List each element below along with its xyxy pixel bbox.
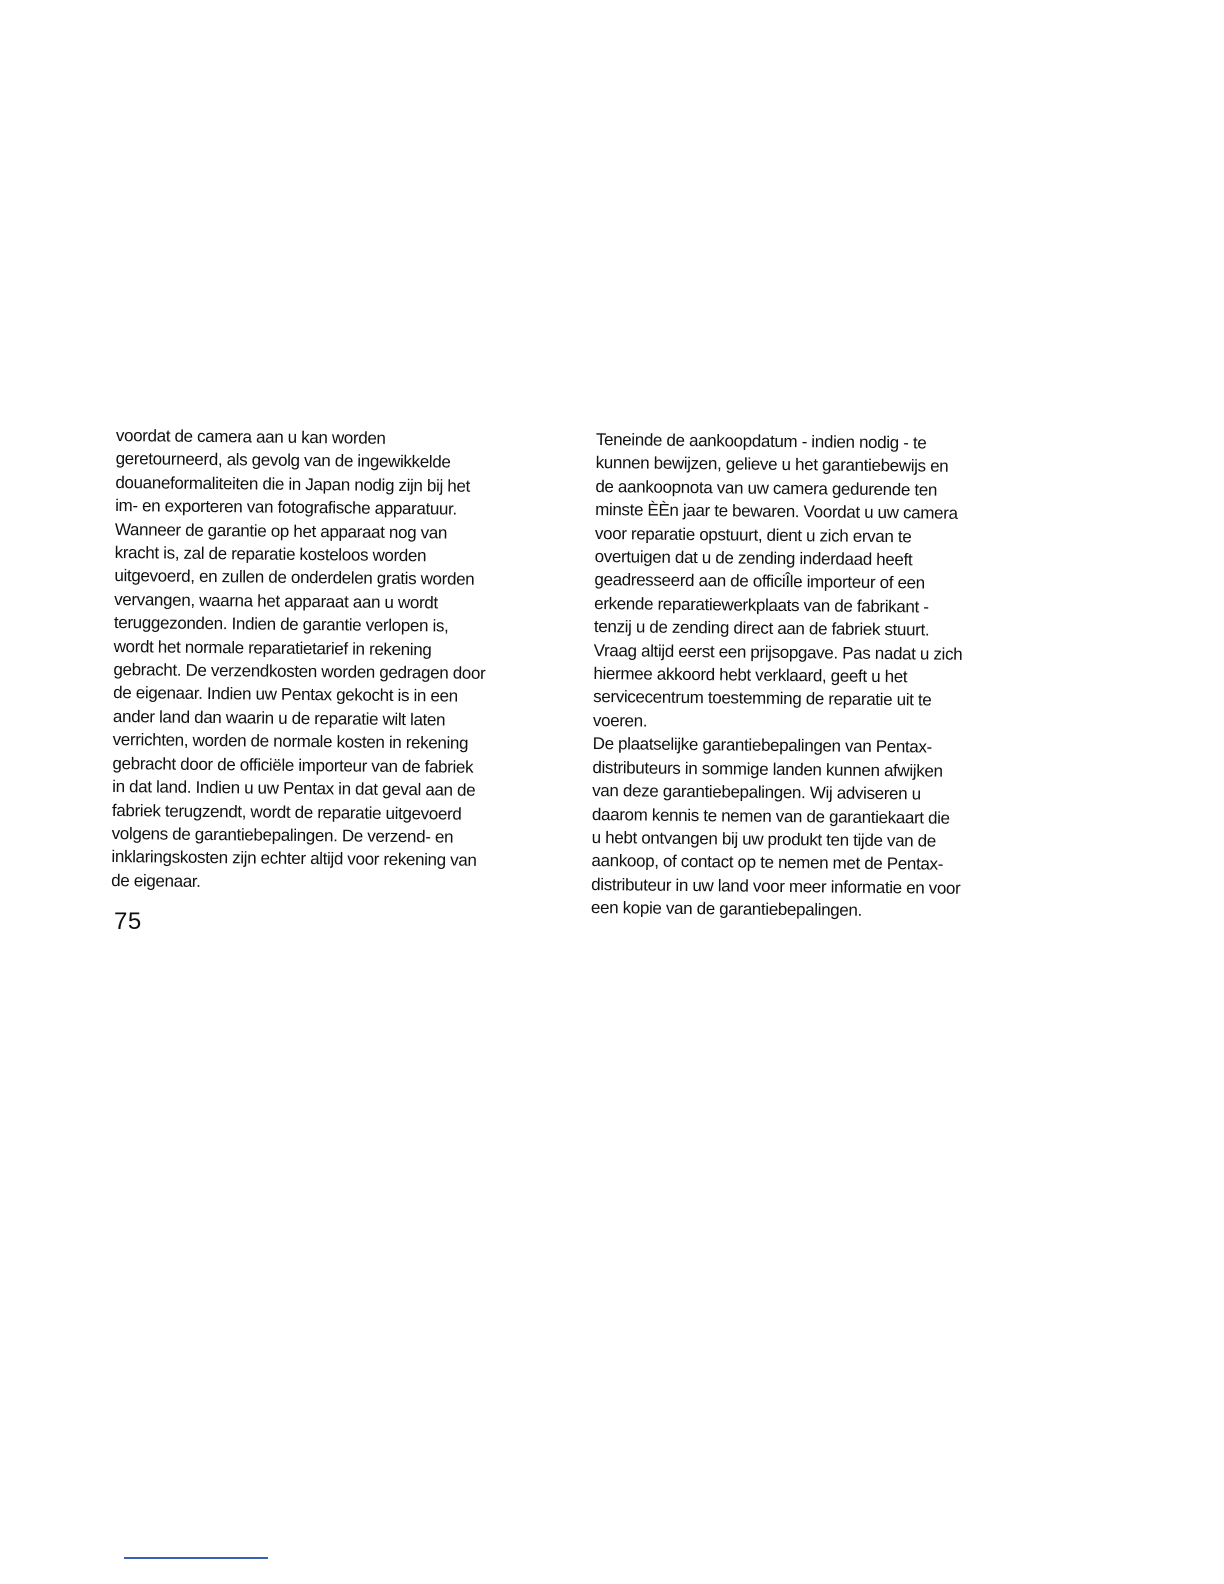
text-line: daarom kennis te nemen van de garantiekaart die: [591, 804, 950, 828]
text-line: de eigenaar.: [111, 870, 201, 891]
text-line: kracht is, zal de reparatie kosteloos worden: [114, 543, 427, 566]
text-line: aankoop, of contact op te nemen met de Pentax-: [591, 851, 944, 874]
text-line: minste ÈÈn jaar te bewaren. Voordat u uw camera: [595, 500, 958, 524]
text-line: voeren.: [592, 710, 648, 731]
text-line: gebracht door de officiële importeur van de fabriek: [112, 753, 474, 777]
text-line: overtuigen dat u de zending inderdaad heeft: [594, 547, 913, 570]
page-number: 75: [114, 908, 142, 935]
text-line: geretourneerd, als gevolg van de ingewikkelde: [115, 449, 451, 472]
text-line: de eigenaar. Indien uw Pentax gekocht is in een: [113, 683, 458, 707]
text-line: de aankoopnota van uw camera gedurende ten: [595, 476, 938, 500]
text-line: u hebt ontvangen bij uw produkt ten tijde van de: [591, 827, 937, 851]
text-line: douaneformaliteiten die in Japan nodig zijn bij het: [115, 472, 470, 496]
text-line: vervangen, waarna het apparaat aan u wordt: [114, 589, 438, 613]
left-text-column: [111, 424, 566, 897]
text-line: kunnen bewijzen, gelieve u het garantiebewijs en: [595, 453, 949, 477]
right-text-column: [591, 428, 1046, 924]
bottom-rule: [124, 1557, 268, 1559]
text-line: fabriek terugzendt, wordt de reparatie uitgevoerd: [111, 800, 462, 824]
text-line: teruggezonden. Indien de garantie verlopen is,: [113, 613, 449, 636]
text-line: ander land dan waarin u de reparatie wilt laten: [112, 706, 446, 730]
text-line: een kopie van de garantiebepalingen.: [590, 898, 863, 920]
text-line: inklaringskosten zijn echter altijd voor rekening van: [111, 847, 477, 871]
text-line: Teneinde de aankoopdatum - indien nodig - te: [595, 429, 927, 453]
text-line: De plaatselijke garantiebepalingen van Pentax-: [592, 734, 933, 757]
text-line: distributeur in uw land voor meer informatie en voor: [591, 874, 961, 898]
text-line: van deze garantiebepalingen. Wij adviseren u: [592, 781, 921, 804]
text-line: verrichten, worden de normale kosten in rekening: [112, 730, 469, 753]
text-line: im- en exporteren van fotografische apparatuur.: [115, 496, 457, 519]
text-line: erkende reparatiewerkplaats van de fabrikant -: [594, 593, 929, 617]
text-line: voor reparatie opstuurt, dient u zich ervan te: [594, 523, 912, 546]
text-line: tenzij u de zending direct aan de fabriek stuurt.: [593, 617, 930, 640]
text-line: Wanneer de garantie op het apparaat nog van: [114, 519, 448, 543]
text-line: in dat land. Indien u uw Pentax in dat geval aan de: [112, 777, 476, 800]
text-line: Vraag altijd eerst een prijsopgave. Pas nadat u zich: [593, 640, 963, 664]
text-line: geadresseerd aan de officiÎle importeur of een: [594, 570, 925, 593]
text-line: volgens de garantiebepalingen. De verzend- en: [111, 823, 454, 847]
text-line: gebracht. De verzendkosten worden gedragen door: [113, 660, 486, 683]
text-line: distributeurs in sommige landen kunnen afwijken: [592, 757, 943, 781]
text-line: hiermee akkoord hebt verklaard, geeft u het: [593, 664, 908, 687]
text-line: voordat de camera aan u kan worden: [115, 425, 386, 448]
text-line: wordt het normale reparatietarief in rekening: [113, 636, 432, 659]
text-line: servicecentrum toestemming de reparatie uit te: [593, 687, 932, 710]
text-line: uitgevoerd, en zullen de onderdelen gratis worden: [114, 566, 475, 590]
